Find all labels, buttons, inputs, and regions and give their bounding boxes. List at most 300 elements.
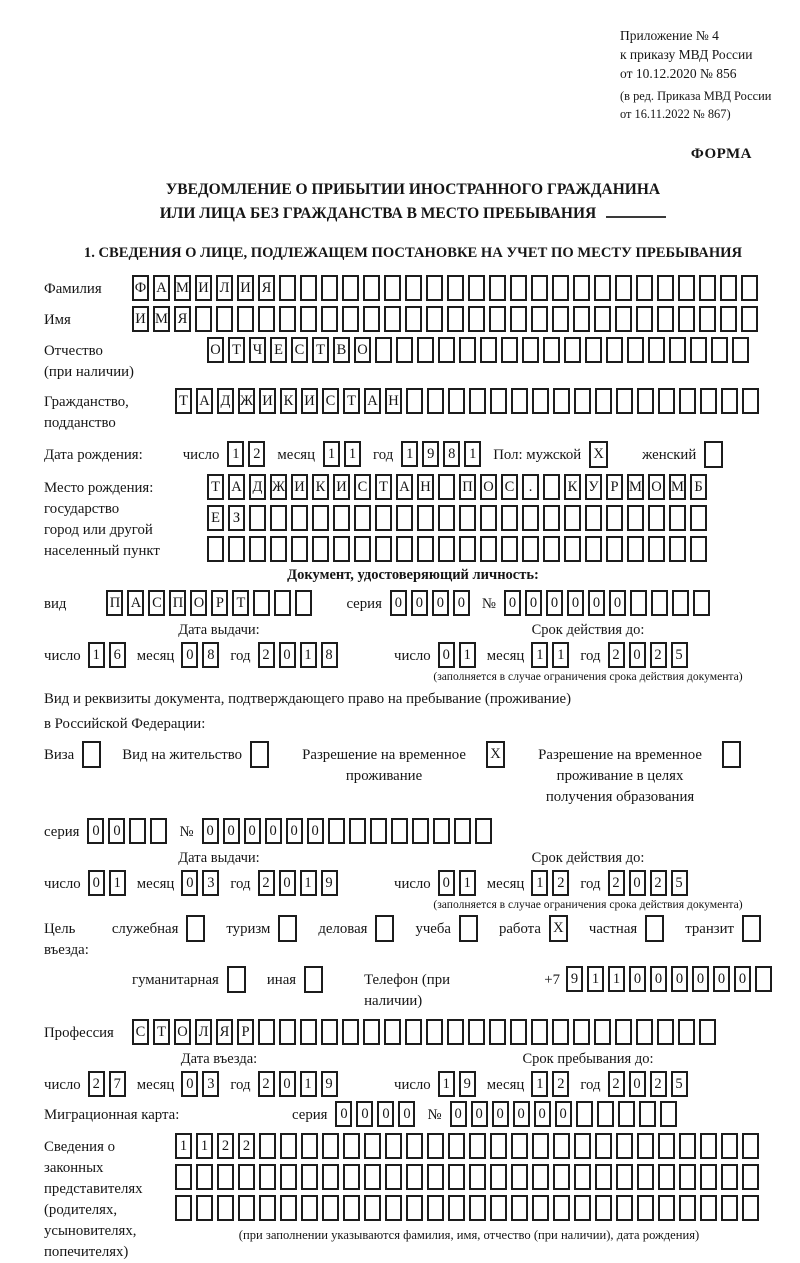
char-box[interactable]: К	[280, 388, 297, 414]
char-box[interactable]: 0	[450, 1101, 467, 1127]
char-box[interactable]	[742, 915, 761, 942]
char-box[interactable]	[238, 1164, 255, 1190]
char-box[interactable]	[417, 536, 434, 562]
char-box[interactable]	[301, 1164, 318, 1190]
char-box[interactable]: 1	[300, 642, 317, 668]
char-box[interactable]	[543, 337, 560, 363]
char-box[interactable]	[207, 536, 224, 562]
char-box[interactable]	[322, 1164, 339, 1190]
char-box[interactable]: И	[259, 388, 276, 414]
char-box[interactable]	[732, 337, 749, 363]
char-box[interactable]	[616, 1195, 633, 1221]
char-box[interactable]: О	[354, 337, 371, 363]
char-box[interactable]: 0	[377, 1101, 394, 1127]
char-box[interactable]	[249, 505, 266, 531]
char-box[interactable]: Т	[343, 388, 360, 414]
char-box[interactable]	[480, 337, 497, 363]
char-box[interactable]	[585, 505, 602, 531]
char-box[interactable]	[594, 306, 611, 332]
char-box[interactable]: Л	[195, 1019, 212, 1045]
char-box[interactable]	[468, 1019, 485, 1045]
char-box[interactable]: 1	[459, 642, 476, 668]
char-box[interactable]	[564, 536, 581, 562]
char-box[interactable]: Е	[270, 337, 287, 363]
char-box[interactable]	[658, 1133, 675, 1159]
char-box[interactable]	[175, 1195, 192, 1221]
char-box[interactable]: 1	[300, 870, 317, 896]
char-box[interactable]	[469, 1164, 486, 1190]
char-box[interactable]	[616, 388, 633, 414]
char-box[interactable]	[384, 1019, 401, 1045]
char-box[interactable]	[196, 1164, 213, 1190]
char-box[interactable]	[364, 1195, 381, 1221]
char-box[interactable]: 0	[181, 870, 198, 896]
char-box[interactable]: 0	[692, 966, 709, 992]
char-box[interactable]	[489, 1019, 506, 1045]
char-box[interactable]	[396, 337, 413, 363]
char-box[interactable]	[279, 1019, 296, 1045]
char-box[interactable]	[405, 275, 422, 301]
char-box[interactable]	[637, 1164, 654, 1190]
char-box[interactable]: 2	[650, 642, 667, 668]
char-box[interactable]	[385, 1195, 402, 1221]
char-box[interactable]	[259, 1164, 276, 1190]
char-box[interactable]	[448, 388, 465, 414]
char-box[interactable]	[237, 306, 254, 332]
char-box[interactable]	[406, 1133, 423, 1159]
char-box[interactable]	[648, 337, 665, 363]
char-box[interactable]	[375, 536, 392, 562]
char-box[interactable]	[279, 306, 296, 332]
char-box[interactable]	[700, 1164, 717, 1190]
char-box[interactable]: 0	[534, 1101, 551, 1127]
char-box[interactable]: 9	[566, 966, 583, 992]
char-box[interactable]	[511, 388, 528, 414]
char-box[interactable]: 3	[202, 1071, 219, 1097]
char-box[interactable]: З	[228, 505, 245, 531]
char-box[interactable]: 0	[504, 590, 521, 616]
char-box[interactable]	[363, 306, 380, 332]
char-box[interactable]	[669, 505, 686, 531]
char-box[interactable]	[342, 275, 359, 301]
char-box[interactable]: 5	[671, 1071, 688, 1097]
char-box[interactable]	[82, 741, 101, 768]
char-box[interactable]	[699, 275, 716, 301]
char-box[interactable]: 1	[323, 441, 340, 467]
char-box[interactable]	[615, 275, 632, 301]
char-box[interactable]	[522, 337, 539, 363]
char-box[interactable]: А	[364, 388, 381, 414]
char-box[interactable]: 5	[671, 642, 688, 668]
char-box[interactable]: 2	[552, 870, 569, 896]
char-box[interactable]	[510, 306, 527, 332]
char-box[interactable]	[597, 1101, 614, 1127]
char-box[interactable]	[574, 1133, 591, 1159]
char-box[interactable]	[700, 1195, 717, 1221]
char-box[interactable]: 2	[650, 870, 667, 896]
char-box[interactable]: 2	[258, 642, 275, 668]
char-box[interactable]: 0	[286, 818, 303, 844]
char-box[interactable]	[321, 275, 338, 301]
char-box[interactable]	[645, 915, 664, 942]
char-box[interactable]	[501, 337, 518, 363]
char-box[interactable]	[606, 536, 623, 562]
char-box[interactable]	[454, 818, 471, 844]
char-box[interactable]	[658, 1195, 675, 1221]
char-box[interactable]	[490, 1195, 507, 1221]
char-box[interactable]	[573, 306, 590, 332]
char-box[interactable]	[700, 1133, 717, 1159]
char-box[interactable]: 0	[492, 1101, 509, 1127]
char-box[interactable]: 1	[109, 870, 126, 896]
char-box[interactable]	[250, 741, 269, 768]
char-box[interactable]	[405, 306, 422, 332]
char-box[interactable]	[627, 337, 644, 363]
char-box[interactable]	[678, 1019, 695, 1045]
char-box[interactable]	[490, 388, 507, 414]
char-box[interactable]	[574, 1195, 591, 1221]
char-box[interactable]: М	[627, 474, 644, 500]
char-box[interactable]: 1	[438, 1071, 455, 1097]
char-box[interactable]: 0	[411, 590, 428, 616]
char-box[interactable]	[637, 388, 654, 414]
char-box[interactable]	[364, 1164, 381, 1190]
char-box[interactable]: И	[237, 275, 254, 301]
char-box[interactable]	[363, 1019, 380, 1045]
char-box[interactable]: 0	[223, 818, 240, 844]
char-box[interactable]	[595, 388, 612, 414]
char-box[interactable]	[321, 306, 338, 332]
char-box[interactable]	[406, 1195, 423, 1221]
char-box[interactable]: 2	[88, 1071, 105, 1097]
char-box[interactable]: 0	[438, 870, 455, 896]
char-box[interactable]	[615, 1019, 632, 1045]
char-box[interactable]: А	[228, 474, 245, 500]
char-box[interactable]: М	[669, 474, 686, 500]
char-box[interactable]	[741, 275, 758, 301]
char-box[interactable]	[595, 1195, 612, 1221]
char-box[interactable]: Т	[228, 337, 245, 363]
char-box[interactable]	[274, 590, 291, 616]
char-box[interactable]	[291, 536, 308, 562]
char-box[interactable]	[433, 818, 450, 844]
char-box[interactable]	[501, 536, 518, 562]
char-box[interactable]: О	[190, 590, 207, 616]
char-box[interactable]	[342, 306, 359, 332]
char-box[interactable]	[630, 590, 647, 616]
char-box[interactable]: 2	[238, 1133, 255, 1159]
char-box[interactable]: Е	[207, 505, 224, 531]
char-box[interactable]	[447, 275, 464, 301]
char-box[interactable]: 7	[109, 1071, 126, 1097]
char-box[interactable]	[552, 306, 569, 332]
char-box[interactable]: 0	[734, 966, 751, 992]
char-box[interactable]: 8	[202, 642, 219, 668]
char-box[interactable]	[280, 1133, 297, 1159]
char-box[interactable]: Н	[385, 388, 402, 414]
char-box[interactable]: Т	[312, 337, 329, 363]
char-box[interactable]	[490, 1164, 507, 1190]
char-box[interactable]	[552, 1019, 569, 1045]
char-box[interactable]: Д	[249, 474, 266, 500]
char-box[interactable]: Р	[606, 474, 623, 500]
char-box[interactable]: 1	[88, 642, 105, 668]
char-box[interactable]: 1	[227, 441, 244, 467]
char-box[interactable]	[678, 306, 695, 332]
char-box[interactable]	[679, 388, 696, 414]
char-box[interactable]	[150, 818, 167, 844]
char-box[interactable]: 8	[321, 642, 338, 668]
char-box[interactable]: О	[648, 474, 665, 500]
char-box[interactable]: Н	[417, 474, 434, 500]
char-box[interactable]: 1	[464, 441, 481, 467]
char-box[interactable]	[129, 818, 146, 844]
char-box[interactable]	[370, 818, 387, 844]
char-box[interactable]: 0	[629, 966, 646, 992]
char-box[interactable]: С	[322, 388, 339, 414]
char-box[interactable]: 0	[356, 1101, 373, 1127]
char-box[interactable]: 1	[401, 441, 418, 467]
char-box[interactable]: Т	[232, 590, 249, 616]
char-box[interactable]	[585, 536, 602, 562]
char-box[interactable]	[322, 1133, 339, 1159]
char-box[interactable]: 0	[438, 642, 455, 668]
char-box[interactable]	[322, 1195, 339, 1221]
char-box[interactable]	[328, 818, 345, 844]
char-box[interactable]: 5	[671, 870, 688, 896]
char-box[interactable]: Ф	[132, 275, 149, 301]
char-box[interactable]: А	[396, 474, 413, 500]
char-box[interactable]	[669, 536, 686, 562]
char-box[interactable]	[216, 306, 233, 332]
char-box[interactable]	[531, 1019, 548, 1045]
char-box[interactable]: Я	[258, 275, 275, 301]
char-box[interactable]: С	[291, 337, 308, 363]
char-box[interactable]	[405, 1019, 422, 1045]
char-box[interactable]	[426, 1019, 443, 1045]
char-box[interactable]: 2	[248, 441, 265, 467]
char-box[interactable]	[552, 275, 569, 301]
char-box[interactable]	[574, 388, 591, 414]
char-box[interactable]	[543, 505, 560, 531]
char-box[interactable]: Б	[690, 474, 707, 500]
char-box[interactable]	[660, 1101, 677, 1127]
char-box[interactable]: Р	[237, 1019, 254, 1045]
char-box[interactable]	[532, 1164, 549, 1190]
char-box[interactable]	[742, 1195, 759, 1221]
char-box[interactable]	[300, 306, 317, 332]
char-box[interactable]	[228, 536, 245, 562]
char-box[interactable]	[690, 337, 707, 363]
char-box[interactable]	[238, 1195, 255, 1221]
char-box[interactable]	[447, 1019, 464, 1045]
char-box[interactable]	[553, 1164, 570, 1190]
char-box[interactable]	[427, 388, 444, 414]
char-box[interactable]	[343, 1195, 360, 1221]
char-box[interactable]	[217, 1164, 234, 1190]
char-box[interactable]: 0	[671, 966, 688, 992]
char-box[interactable]	[301, 1195, 318, 1221]
char-box[interactable]: Т	[175, 388, 192, 414]
char-box[interactable]: 2	[217, 1133, 234, 1159]
char-box[interactable]	[531, 275, 548, 301]
char-box[interactable]: И	[301, 388, 318, 414]
char-box[interactable]	[438, 337, 455, 363]
char-box[interactable]	[651, 590, 668, 616]
char-box[interactable]	[532, 388, 549, 414]
char-box[interactable]: 2	[258, 1071, 275, 1097]
char-box[interactable]	[448, 1133, 465, 1159]
char-box[interactable]	[342, 1019, 359, 1045]
char-box[interactable]: 0	[244, 818, 261, 844]
char-box[interactable]: О	[174, 1019, 191, 1045]
char-box[interactable]	[704, 441, 723, 468]
char-box[interactable]: 1	[459, 870, 476, 896]
char-box[interactable]	[490, 1133, 507, 1159]
char-box[interactable]	[459, 536, 476, 562]
char-box[interactable]	[627, 536, 644, 562]
char-box[interactable]	[343, 1133, 360, 1159]
char-box[interactable]	[375, 915, 394, 942]
char-box[interactable]: 0	[471, 1101, 488, 1127]
char-box[interactable]	[475, 818, 492, 844]
char-box[interactable]	[279, 275, 296, 301]
char-box[interactable]	[639, 1101, 656, 1127]
char-box[interactable]	[175, 1164, 192, 1190]
char-box[interactable]: 0	[525, 590, 542, 616]
char-box[interactable]	[259, 1195, 276, 1221]
char-box[interactable]	[427, 1133, 444, 1159]
char-box[interactable]	[532, 1133, 549, 1159]
char-box[interactable]	[594, 275, 611, 301]
char-box[interactable]: Ж	[270, 474, 287, 500]
char-box[interactable]: О	[207, 337, 224, 363]
char-box[interactable]: .	[522, 474, 539, 500]
char-box[interactable]	[417, 337, 434, 363]
char-box[interactable]: 0	[629, 1071, 646, 1097]
char-box[interactable]	[510, 275, 527, 301]
char-box[interactable]	[426, 306, 443, 332]
char-box[interactable]: Т	[375, 474, 392, 500]
char-box[interactable]	[258, 1019, 275, 1045]
char-box[interactable]: 0	[307, 818, 324, 844]
char-box[interactable]	[321, 1019, 338, 1045]
char-box[interactable]	[217, 1195, 234, 1221]
char-box[interactable]	[354, 505, 371, 531]
char-box[interactable]	[196, 1195, 213, 1221]
char-box[interactable]	[658, 1164, 675, 1190]
char-box[interactable]	[553, 388, 570, 414]
char-box[interactable]	[291, 505, 308, 531]
char-box[interactable]: Д	[217, 388, 234, 414]
char-box[interactable]: 0	[202, 818, 219, 844]
char-box[interactable]	[438, 505, 455, 531]
char-box[interactable]: В	[333, 337, 350, 363]
char-box[interactable]	[396, 505, 413, 531]
char-box[interactable]	[615, 306, 632, 332]
char-box[interactable]	[333, 505, 350, 531]
char-box[interactable]	[468, 306, 485, 332]
char-box[interactable]	[721, 1195, 738, 1221]
char-box[interactable]: 0	[650, 966, 667, 992]
char-box[interactable]	[576, 1101, 593, 1127]
char-box[interactable]: 0	[629, 870, 646, 896]
char-box[interactable]	[270, 536, 287, 562]
char-box[interactable]	[693, 590, 710, 616]
char-box[interactable]	[501, 505, 518, 531]
char-box[interactable]	[522, 536, 539, 562]
char-box[interactable]: 9	[459, 1071, 476, 1097]
char-box[interactable]	[391, 818, 408, 844]
char-box[interactable]: 1	[552, 642, 569, 668]
char-box[interactable]	[700, 388, 717, 414]
char-box[interactable]	[426, 275, 443, 301]
char-box[interactable]: С	[132, 1019, 149, 1045]
char-box[interactable]	[312, 536, 329, 562]
char-box[interactable]	[679, 1164, 696, 1190]
char-box[interactable]	[720, 306, 737, 332]
char-box[interactable]: 0	[279, 870, 296, 896]
char-box[interactable]	[448, 1164, 465, 1190]
char-box[interactable]	[375, 337, 392, 363]
char-box[interactable]	[227, 966, 246, 993]
char-box[interactable]: У	[585, 474, 602, 500]
char-box[interactable]	[511, 1195, 528, 1221]
char-box[interactable]: 2	[258, 870, 275, 896]
char-box[interactable]: X	[549, 915, 568, 942]
char-box[interactable]: И	[291, 474, 308, 500]
char-box[interactable]: 9	[321, 870, 338, 896]
char-box[interactable]: Т	[153, 1019, 170, 1045]
char-box[interactable]: И	[195, 275, 212, 301]
char-box[interactable]	[648, 536, 665, 562]
char-box[interactable]: С	[501, 474, 518, 500]
char-box[interactable]	[585, 337, 602, 363]
char-box[interactable]	[741, 306, 758, 332]
char-box[interactable]	[595, 1164, 612, 1190]
char-box[interactable]	[447, 306, 464, 332]
char-box[interactable]: 0	[453, 590, 470, 616]
char-box[interactable]	[721, 1133, 738, 1159]
char-box[interactable]	[468, 275, 485, 301]
char-box[interactable]	[427, 1164, 444, 1190]
char-box[interactable]	[304, 966, 323, 993]
char-box[interactable]	[280, 1164, 297, 1190]
char-box[interactable]: М	[174, 275, 191, 301]
char-box[interactable]: О	[480, 474, 497, 500]
char-box[interactable]	[699, 1019, 716, 1045]
char-box[interactable]	[259, 1133, 276, 1159]
char-box[interactable]	[469, 1195, 486, 1221]
char-box[interactable]: 1	[531, 1071, 548, 1097]
char-box[interactable]	[690, 505, 707, 531]
char-box[interactable]: С	[148, 590, 165, 616]
char-box[interactable]	[354, 536, 371, 562]
char-box[interactable]	[627, 505, 644, 531]
char-box[interactable]	[669, 337, 686, 363]
char-box[interactable]: 2	[608, 1071, 625, 1097]
char-box[interactable]	[280, 1195, 297, 1221]
char-box[interactable]: 0	[87, 818, 104, 844]
char-box[interactable]: К	[312, 474, 329, 500]
char-box[interactable]	[300, 275, 317, 301]
char-box[interactable]	[679, 1195, 696, 1221]
char-box[interactable]: 0	[713, 966, 730, 992]
char-box[interactable]: Я	[216, 1019, 233, 1045]
char-box[interactable]: 0	[108, 818, 125, 844]
char-box[interactable]	[672, 590, 689, 616]
char-box[interactable]	[363, 275, 380, 301]
